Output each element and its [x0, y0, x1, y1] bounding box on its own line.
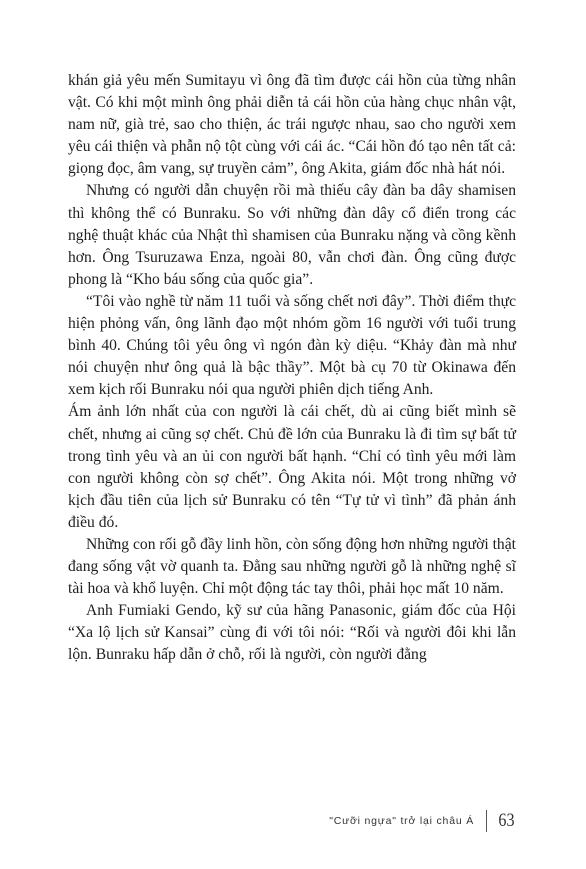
paragraph-4: Ám ảnh lớn nhất của con người là cái chết, dù ai cũng biết mình sẽ chết, nhưng ai cũng sợ chết. Chủ đề lớn của Bunraku là đi tìm sự bất tử trong tình yêu và an ủi con người bất hạnh. “Chỉ có tình yêu mới làm con người không còn sợ chết”. Ông Akita nói. Một trong những vở kịch đầu tiên của lịch sử Bunraku có tên “Tự tử vì tình” đã phản ánh điều đó. [68, 403, 516, 531]
running-head: "Cưỡi ngựa" trở lại châu Á [329, 815, 474, 827]
paragraph-1: khán giả yêu mến Sumitayu vì ông đã tìm được cái hồn của từng nhân vật. Có khi một mình ông phải diễn tả cái hồn của hàng chục nhân vật, nam nữ, già trẻ, sao cho thiện, ác trái ngược nhau, sao cho người xem yêu cái thiện và phẫn nộ tột cùng với cái ác. “Cái hồn đó tạo nên tất cả: giọng đọc, âm vang, sự truyền cảm”, ông Akita, giám đốc nhà hát nói. [68, 72, 516, 178]
paragraph-3: “Tôi vào nghề từ năm 11 tuổi và sống chết nơi đây”. Thời điểm thực hiện phỏng vấn, ông lãnh đạo một nhóm gồm 16 người với tuổi trung bình 40. Chúng tôi yêu ông vì ngón đàn kỳ diệu. “Khảy đàn mà như nói chuyện như ông quả là bậc thầy”. Một bà cụ 70 từ Okinawa đến xem kịch rối Bunraku nói qua người phiên dịch tiếng Anh. [68, 292, 516, 399]
page-number: 63 [498, 810, 515, 831]
footer-divider [486, 810, 487, 832]
paragraph-5: Những con rối gỗ đầy linh hồn, còn sống động hơn những người thật đang sống vật vờ quanh ta. Đằng sau những người gỗ là những nghệ sĩ tài hoa và khổ luyện. Chỉ một động tác tay thôi, phải học mất 10 năm. [68, 535, 516, 598]
body-text [68, 70, 516, 667]
paragraph-2: Nhưng có người dẫn chuyện rồi mà thiếu cây đàn ba dây shamisen thì không thể có Bunraku. So với những đàn dây cổ điển trong các nghệ thuật khác của Nhật thì shamisen của Bunraku nặng và cồng kềnh hơn. Ông Tsuruzawa Enza, ngoài 80, vẫn chơi đàn. Ông cũng được phong là “Kho báu sống của quốc gia”. [68, 182, 516, 288]
paragraph-6: Anh Fumiaki Gendo, kỹ sư của hãng Panasonic, giám đốc của Hội “Xa lộ lịch sử Kansai” cùng đi với tôi nói: “Rối và người đôi khi lẫn lộn. Bunraku hấp dẫn ở chỗ, rối là người, còn người đằng [68, 602, 516, 664]
page-footer [329, 808, 516, 834]
